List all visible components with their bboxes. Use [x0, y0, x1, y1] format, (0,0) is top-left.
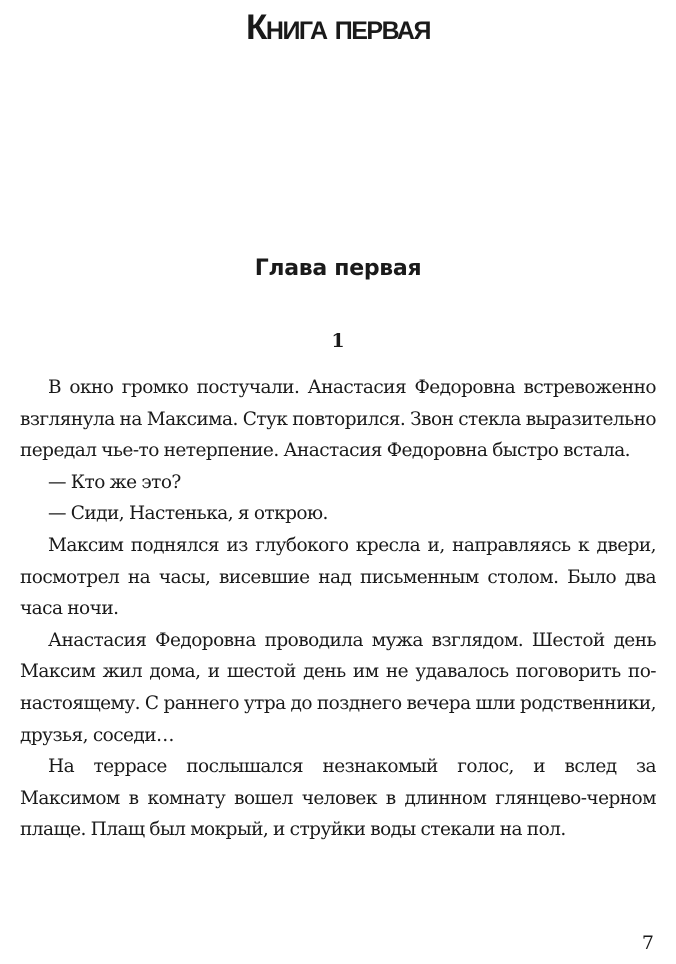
body-text — [20, 372, 656, 846]
paragraph: — Кто же это? — [48, 471, 181, 493]
page-number: 7 — [641, 932, 654, 954]
section-number: 1 — [331, 330, 345, 352]
chapter-title: Глава первая — [254, 256, 422, 281]
paragraph: На террасе послышался незнакомый голос, и вслед за Максимом в комнату вошел человек в длинном глянцево-черном плаще. Плащ был мокрый, и струйки воды стекали на пол. — [20, 756, 656, 841]
book-title: Книга первая — [246, 8, 430, 47]
paragraph: Максим поднялся из глубокого кресла и, направляясь к двери, посмотрел на часы, висевшие над письменным столом. Было два часа ночи. — [20, 534, 656, 620]
paragraph: — Сиди, Настенька, я открою. — [48, 503, 328, 525]
paragraph: Анастасия Федоровна проводила мужа взглядом. Шестой день Максим жил дома, и шестой день им не удавалось поговорить по-настоящему. С раннего утра до позднего вечера шли родственники, друзья, соседи… — [20, 629, 656, 746]
paragraph: В окно громко постучали. Анастасия Федоровна встревоженно взглянула на Максима. Стук повторился. Звон стекла выразительно передал чье-то нетерпение. Анастасия Федоровна быстро встала. — [20, 377, 656, 462]
